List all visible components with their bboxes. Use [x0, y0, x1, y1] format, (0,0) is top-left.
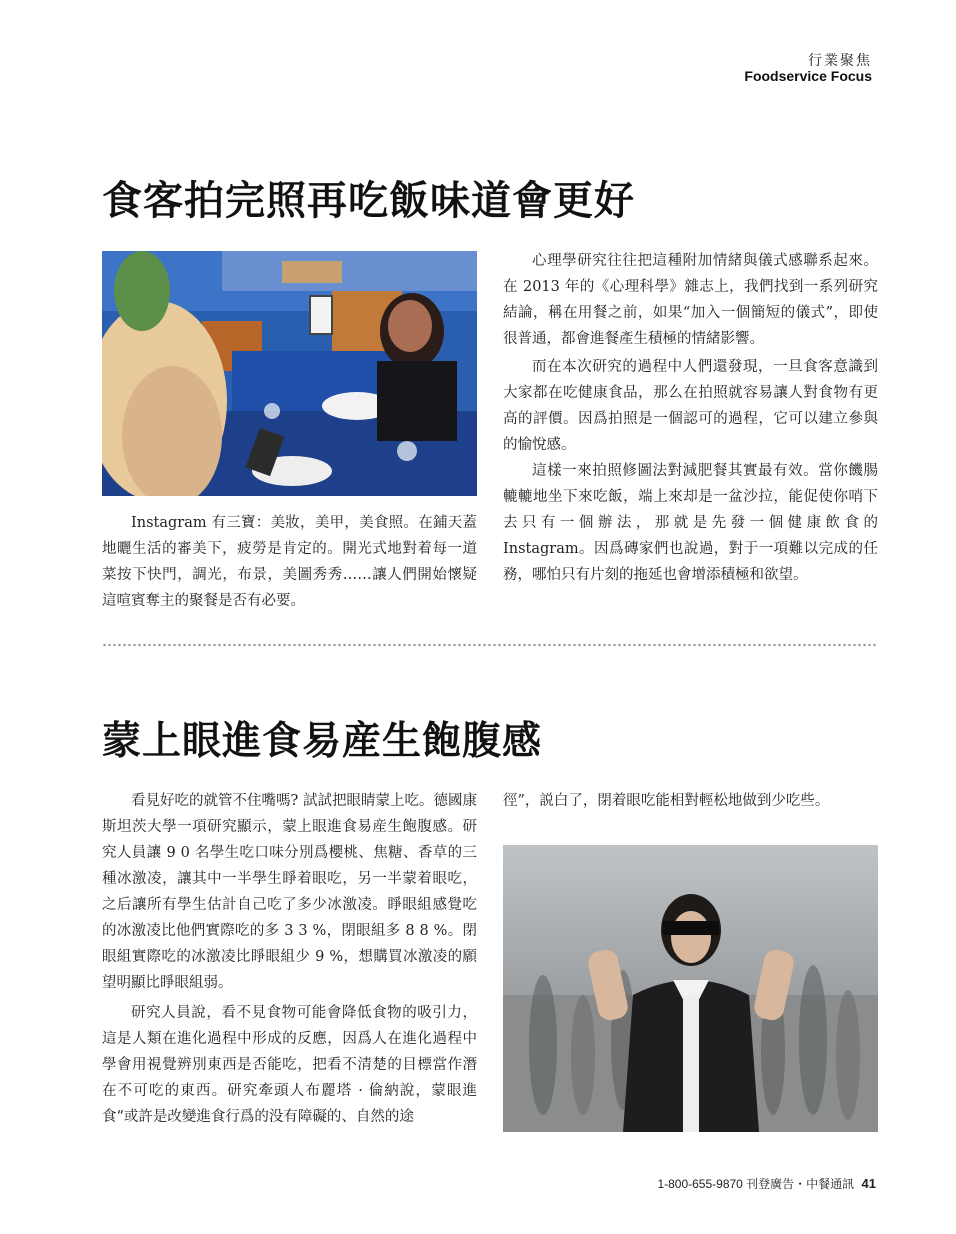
article2-paragraph-1: 看見好吃的就管不住嘴嗎? 試試把眼睛蒙上吃。德國康斯坦茨大學一項研究顯示，蒙上眼進食易産生飽腹感。研究人員讓 9 0 名學生吃口味分別爲櫻桃、焦糖、香草的三種冰激凌，讓其中一半學生睜着眼吃，另一半蒙着眼吃，之后讓所有學生估計自己吃了多少冰激凌。睜眼組感覺吃的冰激凌比他們實際吃的多 3 3 %，閉眼組多 8 8 %。閉眼組實際吃的冰激凌比睜眼組少 9 %，想購買冰激凌的願望明顯比睜眼組弱。: [102, 793, 477, 991]
article1-paragraph-3: 這樣一來拍照修圖法對減肥餐其實最有效。當你饑腸轆轆地坐下來吃飯，端上來却是一盆沙拉，能促使你哨下去只有一個辦法，那就是先發一個健康飲食的 Instagram。因爲磚家們也說過，對于一項難以完成的任務，哪怕只有片刻的拖延也會增添積極和欲望。: [503, 463, 878, 583]
page-footer: [657, 1175, 876, 1192]
restaurant-photo: [102, 251, 477, 496]
article2-paragraph-2: 研究人員說，看不見食物可能會降低食物的吸引力，這是人類在進化過程中形成的反應，因爲人在進化過程中學會用視覺辨別東西是否能吃，把看不清楚的目標當作潛在不可吃的東西。研究牽頭人布麗塔 · 倫納說，蒙眼進食“或許是改變進食行爲的没有障礙的、自然的途: [102, 1005, 477, 1125]
article1-paragraph-2: 而在本次研究的過程中人們還發現，一旦食客意識到大家都在吃健康食品，那么在拍照就容易讓人對食物有更高的評價。因爲拍照是一個認可的過程，它可以建立參與的愉悅感。: [503, 359, 878, 453]
blindfolded-woman-photo: [503, 845, 878, 1132]
page-number: 41: [861, 1176, 876, 1191]
article1-caption: Instagram 有三寶：美妝，美甲，美食照。在鋪天蓋地曬生活的審美下，疲勞是肯定的。開光式地對着每一道菜按下快門，調光，布景，美圖秀秀……讓人們開始懷疑這喧賓奪主的聚餐是否有必要。: [102, 515, 477, 609]
section-title-chinese: 行業聚焦: [808, 53, 872, 69]
dotted-divider: [102, 642, 877, 648]
footer-contact: 1-800-655-9870 刊登廣告・中餐通訊: [657, 1177, 855, 1191]
article1-paragraph-1: 心理學研究往往把這種附加情緒與儀式感聯系起來。在 2013 年的《心理科學》雜志上，我們找到一系列研究結論，稱在用餐之前，如果“加入一個簡短的儀式”，即使很普通，都會進餐產生積極的情緒影響。: [503, 253, 878, 347]
section-title-english: Foodservice Focus: [744, 68, 872, 84]
article2-continuation: 徑”，説白了，閉着眼吃能相對輕松地做到少吃些。: [503, 793, 830, 809]
article1-title: 食客拍完照再吃飯味道會更好: [102, 176, 635, 224]
article2-title: 蒙上眼進食易産生飽腹感: [102, 718, 543, 765]
